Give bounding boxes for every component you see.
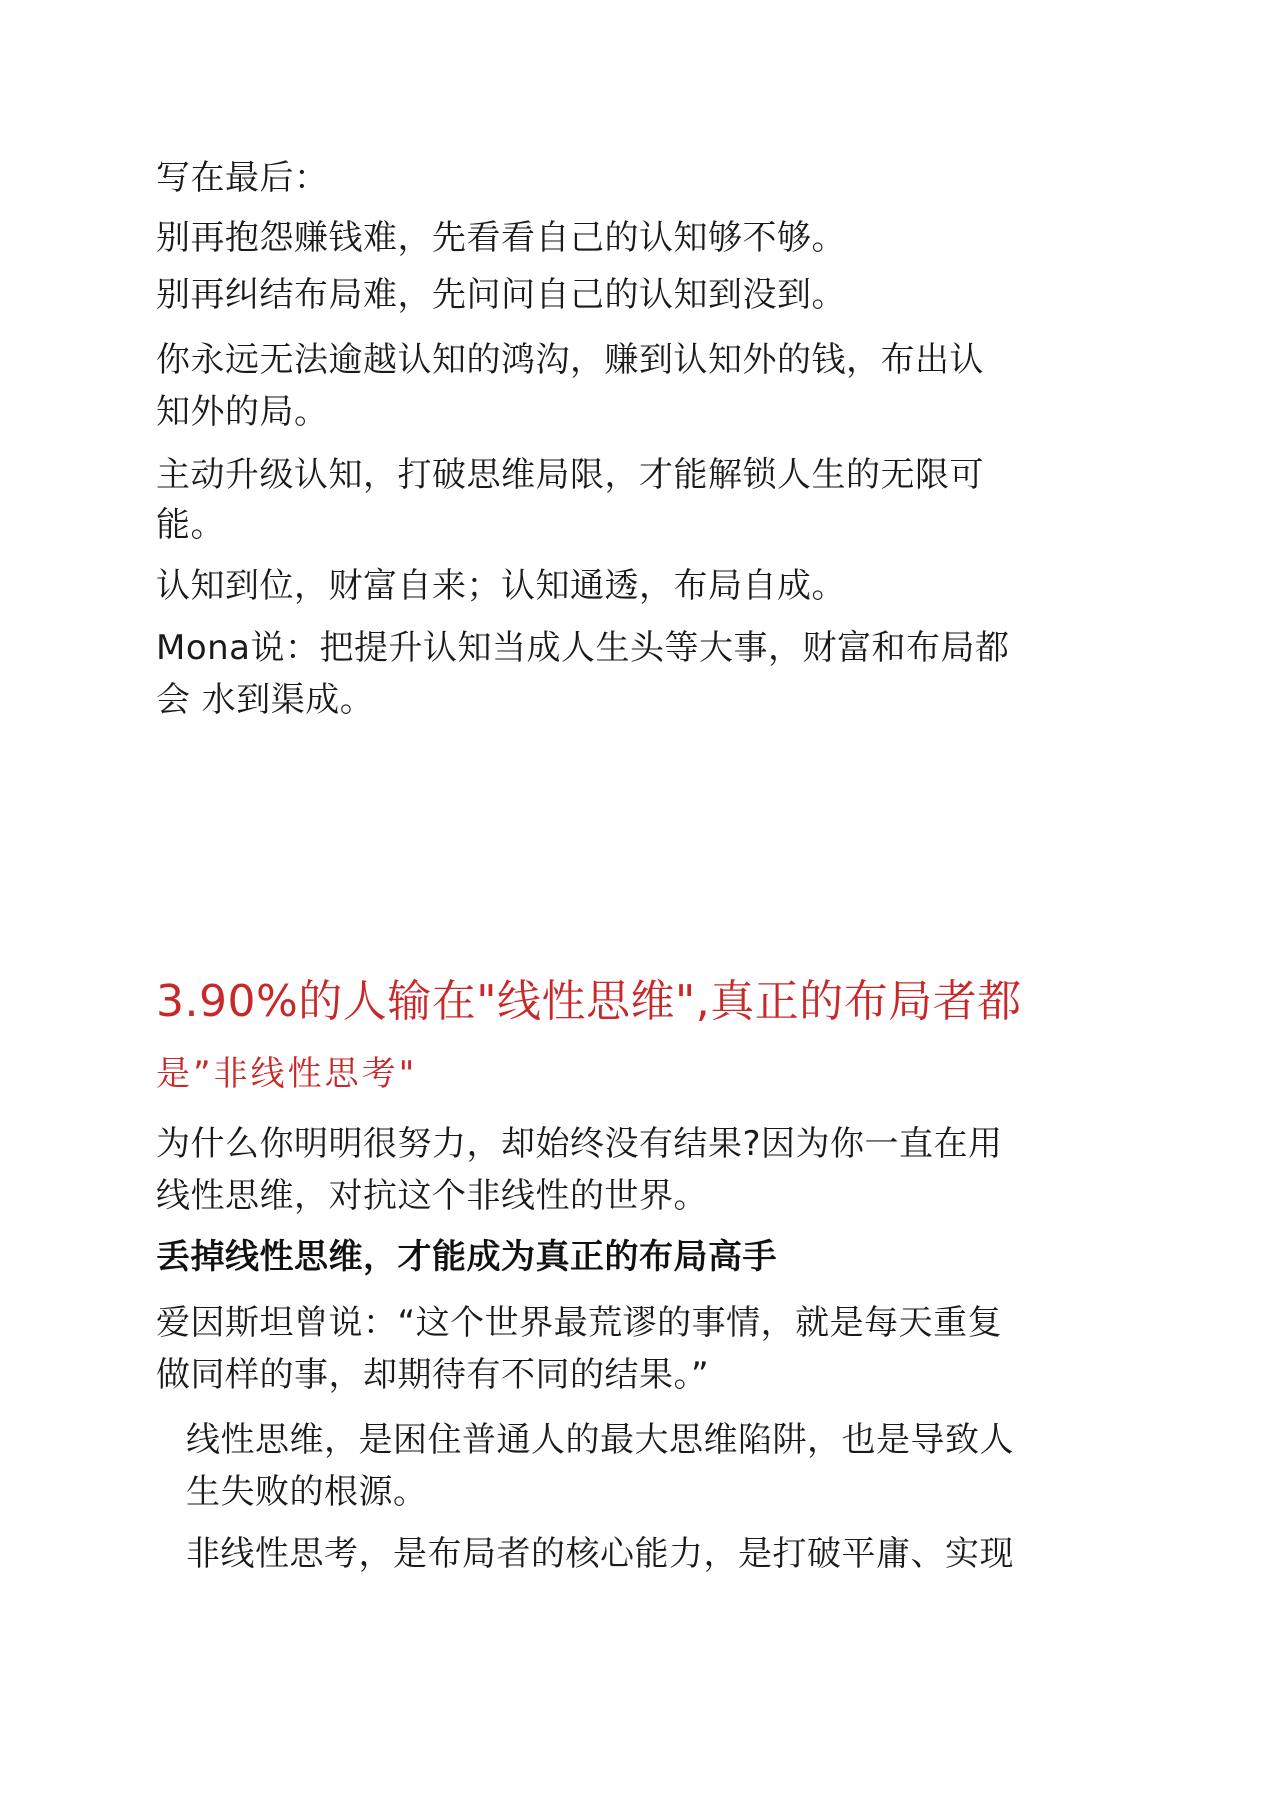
paragraph-line: 别再纠结布局难，先问问自己的认知到没到。: [156, 275, 846, 315]
paragraph-line: 认知到位，财富自来；认知通透，布局自成。: [156, 566, 846, 606]
paragraph-line: 别再抱怨赚钱难，先看看自己的认知够不够。: [156, 218, 846, 258]
paragraph-line: 你永远无法逾越认知的鸿沟，赚到认知外的钱，布出认: [156, 340, 984, 380]
subheading: 丢掉线性思维，才能成为真正的布局高手: [156, 1237, 777, 1277]
paragraph-line: 主动升级认知，打破思维局限，才能解锁人生的无限可: [156, 455, 984, 495]
paragraph-line: 知外的局。: [156, 392, 329, 432]
point-line: 非线性思考，是布局者的核心能力，是打破平庸、实现: [186, 1534, 1014, 1574]
point-line: 线性思维，是困住普通人的最大思维陷阱，也是导致人: [186, 1420, 1014, 1460]
point-line: 生失败的根源。: [186, 1472, 428, 1512]
paragraph-line: 会 水到渠成。: [156, 680, 375, 720]
paragraph-line: 能。: [156, 505, 225, 545]
paragraph-line: Mona说：把提升认知当成人生头等大事，财富和布局都: [156, 628, 1010, 668]
quote-line: 做同样的事，却期待有不同的结果。”: [156, 1355, 710, 1395]
section-heading-continued: 是”非线性思考": [156, 1054, 418, 1094]
paragraph-line: 线性思维，对抗这个非线性的世界。: [156, 1176, 708, 1216]
section-title: 写在最后：: [156, 158, 329, 198]
quote-line: 爱因斯坦曾说：“这个世界最荒谬的事情，就是每天重复: [156, 1303, 1003, 1343]
section-heading: 3.90%的人输在"线性思维",真正的布局者都: [156, 976, 1022, 1027]
paragraph-line: 为什么你明明很努力，却始终没有结果?因为你一直在用: [156, 1124, 1003, 1164]
